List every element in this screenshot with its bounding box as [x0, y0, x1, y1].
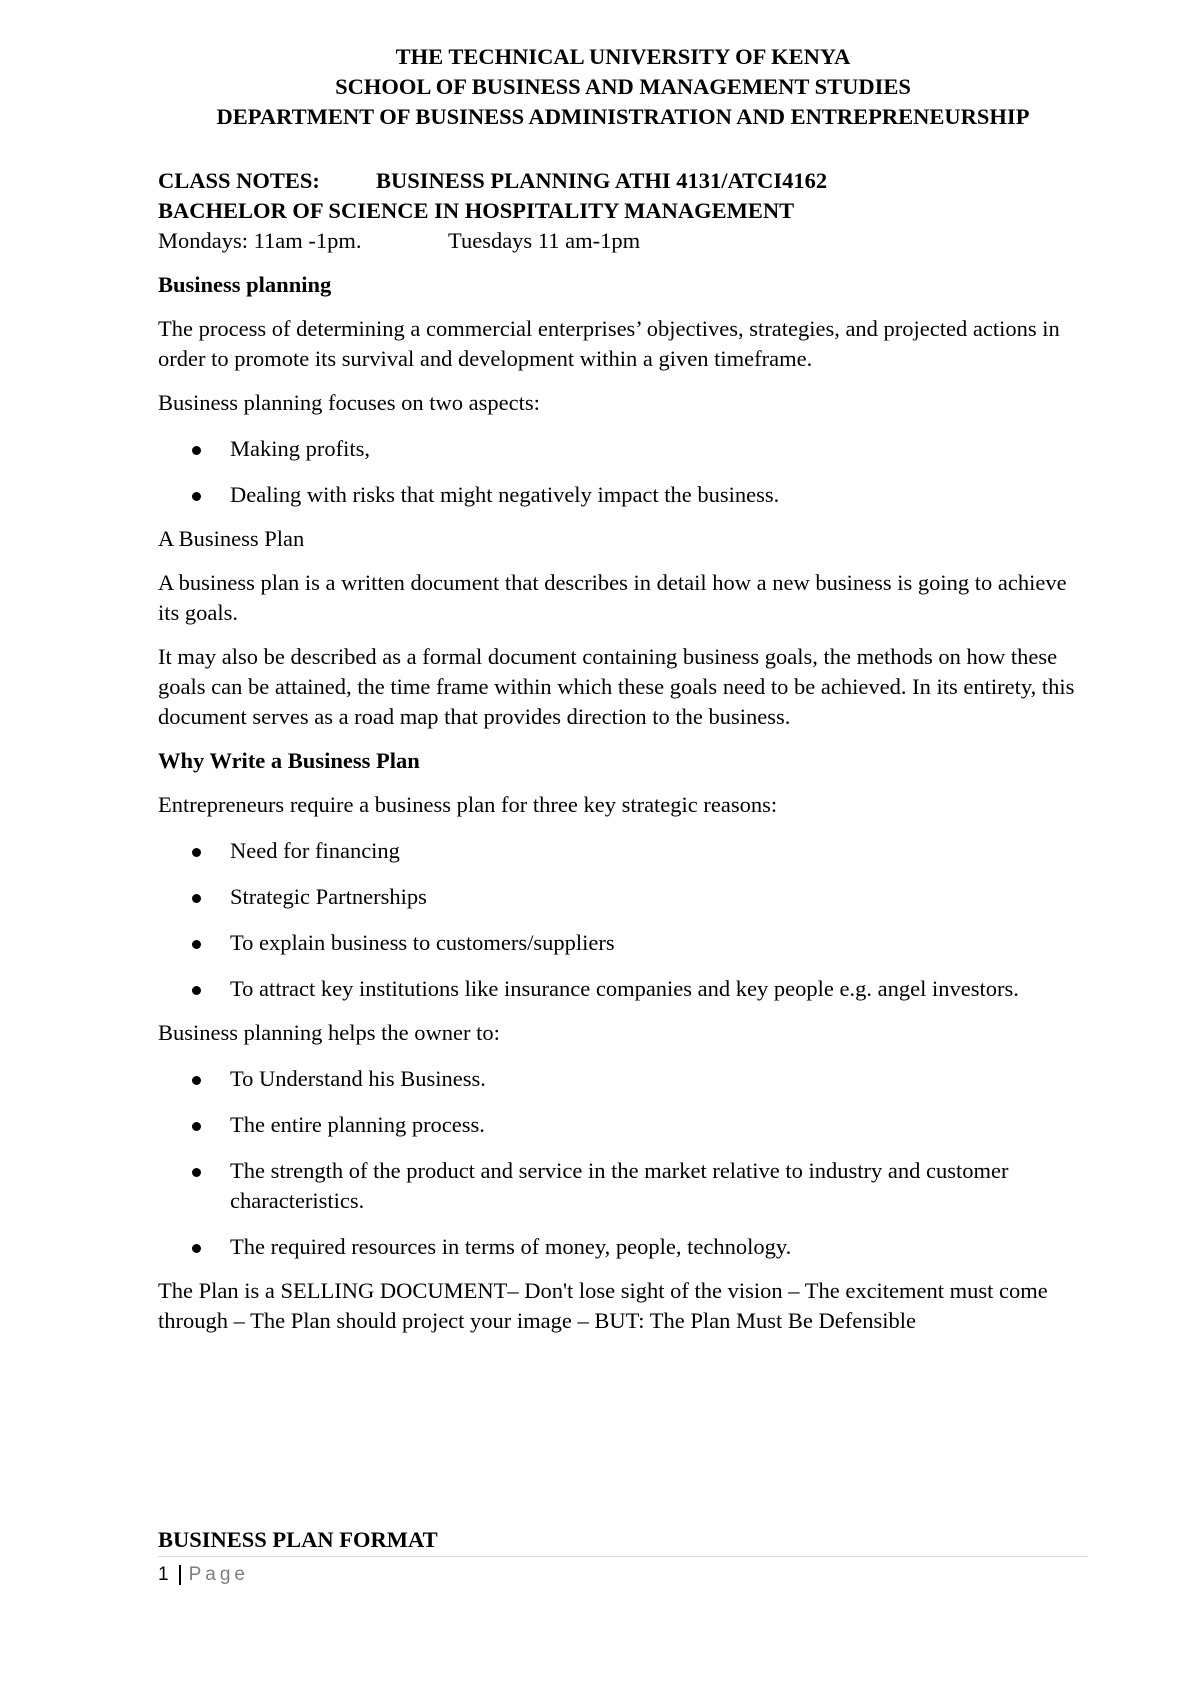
class-notes-line	[158, 166, 1088, 196]
list-item: To explain business to customers/suppliers	[158, 928, 1088, 958]
bullet-icon	[192, 848, 201, 857]
bullet-icon	[192, 1076, 201, 1085]
course-title: BUSINESS PLANNING ATHI 4131/ATCI4162	[376, 168, 828, 193]
business-plan-title: A Business Plan	[158, 526, 305, 551]
bullet-icon	[192, 1244, 201, 1253]
list-item: Making profits,	[158, 434, 1088, 464]
bullet-icon	[192, 1122, 201, 1131]
program-name: BACHELOR OF SCIENCE IN HOSPITALITY MANAGEMENT	[158, 198, 795, 223]
page-footer	[158, 1556, 1088, 1589]
business-plan-para-1: A business plan is a written document that describes in detail how a new business is going to achieve its goals.	[158, 570, 1067, 625]
university-name: THE TECHNICAL UNIVERSITY OF KENYA	[395, 44, 851, 69]
bullet-icon	[192, 1168, 201, 1177]
bullet-icon	[192, 446, 201, 455]
list-item: Need for financing	[158, 836, 1088, 866]
department-name: DEPARTMENT OF BUSINESS ADMINISTRATION AND ENTREPRENEURSHIP	[216, 104, 1030, 129]
class-notes-label: CLASS NOTES:	[158, 168, 320, 193]
list-item: The entire planning process.	[158, 1110, 1088, 1140]
helps-list	[158, 1064, 1088, 1262]
school-name: SCHOOL OF BUSINESS AND MANAGEMENT STUDIES	[335, 74, 911, 99]
bullet-icon	[192, 492, 201, 501]
reasons-intro: Entrepreneurs require a business plan for three key strategic reasons:	[158, 792, 778, 817]
business-plan-para-2: It may also be described as a formal document containing business goals, the methods on how these goals can be attained, the time frame within which these goals need to be achieved. In its entirety, this document serves as a road map that provides direction to the business.	[158, 644, 1075, 729]
schedule-monday: Mondays: 11am -1pm.	[158, 228, 362, 253]
focus-list	[158, 434, 1088, 510]
business-plan-format-heading: BUSINESS PLAN FORMAT	[158, 1527, 438, 1552]
schedule-tuesday: Tuesdays 11 am-1pm	[448, 228, 641, 253]
helps-intro: Business planning helps the owner to:	[158, 1020, 500, 1045]
heading-why-write: Why Write a Business Plan	[158, 748, 420, 773]
definition-paragraph: The process of determining a commercial enterprises’ objectives, strategies, and projected actions in order to promote its survival and development within a given timeframe.	[158, 316, 1060, 371]
list-item: To attract key institutions like insurance companies and key people e.g. angel investors.	[158, 974, 1088, 1004]
bullet-icon	[192, 986, 201, 995]
list-item: Strategic Partnerships	[158, 882, 1088, 912]
bullet-icon	[192, 940, 201, 949]
list-item: The required resources in terms of money, people, technology.	[158, 1232, 1088, 1262]
reasons-list	[158, 836, 1088, 1004]
document-body	[158, 42, 1088, 1336]
document-header	[138, 42, 1108, 132]
list-item: Dealing with risks that might negatively impact the business.	[158, 480, 1088, 510]
footer-separator	[179, 1565, 181, 1585]
list-item: The strength of the product and service in the market relative to industry and customer characteristics.	[158, 1156, 1088, 1216]
class-info	[158, 166, 1088, 256]
heading-business-planning: Business planning	[158, 272, 332, 297]
focus-intro: Business planning focuses on two aspects:	[158, 390, 540, 415]
list-item: To Understand his Business.	[158, 1064, 1088, 1094]
page-label: Page	[188, 1564, 249, 1585]
page-number: 1	[158, 1564, 169, 1585]
closing-paragraph: The Plan is a SELLING DOCUMENT– Don't lose sight of the vision – The excitement must come through – The Plan should project your image – BUT: The Plan Must Be Defensible	[158, 1278, 1048, 1333]
bullet-icon	[192, 894, 201, 903]
class-schedule	[158, 226, 1088, 256]
